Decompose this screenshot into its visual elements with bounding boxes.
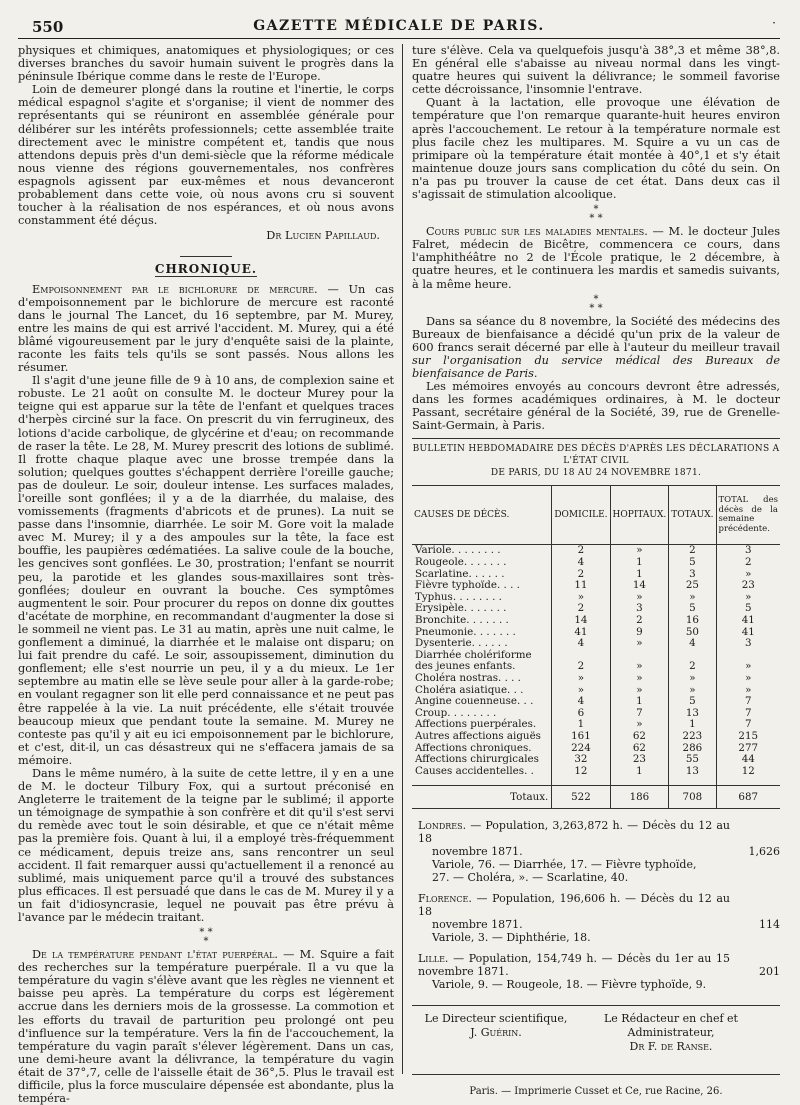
chronique-title: CHRONIQUE. — [154, 262, 258, 277]
cause-cell: Causes accidentelles. . — [415, 764, 534, 777]
city-name: Lille. — [418, 952, 449, 966]
value-cell: 41 — [552, 627, 610, 639]
bulletin-line: DE PARIS, DU 18 AU 24 NOVEMBRE 1871. — [490, 468, 702, 479]
value-cell: 223 — [669, 731, 716, 743]
value-cell: 62 — [610, 743, 669, 755]
footer — [412, 1005, 780, 1064]
value-cell: 1 — [610, 696, 669, 708]
value-cell: 5 — [669, 557, 716, 569]
city-entry — [418, 952, 780, 991]
cause-cell: Angine couenneuse. . . — [415, 695, 534, 708]
value-cell: 161 — [552, 731, 610, 743]
paragraph: ture s'élève. Cela va quelquefois jusqu'à 38°,3 et même 38°,8. En général elle s'abaisse au niveau normal dans les vingt-quatre heures qui suivent la délivrance; le sommeil favorise cette décroissance, l'insomnie l'entrave. — [412, 44, 780, 97]
value-cell: 5 — [669, 696, 716, 708]
cause-cell: Bronchite. . . . . . . — [415, 614, 509, 626]
spacer-cell — [716, 777, 780, 786]
value-cell: 32 — [552, 754, 610, 766]
column-header: TOTAL des décès de la semaine précédente. — [716, 486, 780, 545]
value-cell: » — [716, 569, 780, 581]
value-cell: » — [716, 685, 780, 697]
city-name: Londres. — [418, 819, 467, 833]
article-text: — M. le docteur Jules Falret, médecin de Bicêtre, commencera ce cours, dans l'amphithéâtre no 2 de l'École pratique, le 2 décembre, à quatre heures, et le continuera les mardis et samedis suivants, à la même heure. — [412, 225, 780, 291]
cause-cell: Dysenterie. . . . . . — [415, 637, 508, 650]
cause-cell: Erysipèle. . . . . . . — [415, 602, 507, 615]
table-row — [412, 557, 780, 569]
article-text: — Un cas d'empoisonnement par le bichlorure de mercure est raconté dans le journal The Lancet, du 16 septembre, par M. Murey, entre les mains de qui est arrivé l'accident. M. Murey, qui a été blâmé vigoureusement par le jury d'enquête saisi de la plainte, raconte les faits tels qu'ils se sont passés. Nous allons les résumer. — [18, 282, 394, 375]
asterism: * * * — [199, 927, 213, 948]
city-total: 114 — [759, 918, 780, 932]
asterism: * * * — [589, 204, 603, 225]
cause-cell: Fièvre typhoïde. . . . — [415, 579, 520, 592]
city-text: Variole, 9. — Rougeole, 18. — Fièvre typhoïde, 9. — [432, 978, 707, 992]
editor-name: Dr F. de Ranse. — [629, 1040, 713, 1054]
cause-cell: Affections chirurgicales — [415, 753, 539, 766]
value-cell: » — [716, 661, 780, 673]
value-cell: 7 — [716, 719, 780, 731]
value-cell: 23 — [716, 580, 780, 592]
column-header: TOTAUX. — [669, 486, 716, 545]
value-cell: » — [552, 592, 610, 604]
city-text: novembre 1871. — [432, 918, 523, 932]
value-cell: » — [610, 592, 669, 604]
journal-title: GAZETTE MÉDICALE DE PARIS. — [253, 18, 545, 34]
table-header-row — [412, 486, 780, 545]
value-cell: 2 — [552, 603, 610, 615]
value-cell: » — [669, 592, 716, 604]
director-name: J. Guérin. — [470, 1026, 522, 1040]
column-header: HOPITAUX. — [610, 486, 669, 545]
cause-cell: Diarrhée cholériforme — [415, 648, 532, 661]
value-cell: 215 — [716, 731, 780, 743]
value-cell: 7 — [716, 696, 780, 708]
value-cell: » — [716, 592, 780, 604]
spacer-cell — [412, 777, 552, 786]
value-cell: 41 — [716, 615, 780, 627]
cause-cell: Choléra nostras. . . . — [415, 671, 521, 684]
column-rule — [402, 44, 403, 1074]
city-text: Variole, 3. — Diphthérie, 18. — [432, 931, 591, 945]
value-cell: 4 — [669, 638, 716, 650]
table-body — [412, 545, 780, 809]
value-cell: 13 — [669, 708, 716, 720]
value-cell: 3 — [716, 638, 780, 650]
value-cell: 2 — [669, 661, 716, 673]
totals-row — [412, 786, 780, 809]
value-cell: 41 — [716, 627, 780, 639]
value-cell: » — [610, 661, 669, 673]
spacer-cell — [669, 777, 716, 786]
totals-cell: 687 — [716, 786, 780, 809]
author-signature: Dr Lucien Papillaud. — [266, 229, 380, 243]
cause-cell: Autres affections aiguës — [415, 729, 541, 742]
value-cell: 6 — [552, 708, 610, 720]
value-cell: 3 — [610, 603, 669, 615]
value-cell: 23 — [610, 754, 669, 766]
article-emphasis: sur l'organisation du service médical des Bureaux de bienfaisance de Paris. — [412, 353, 780, 380]
divider — [412, 438, 780, 439]
value-cell: 277 — [716, 743, 780, 755]
paragraph — [18, 948, 394, 1105]
totals-cell: 186 — [610, 786, 669, 809]
cause-cell: Choléra asiatique. . . — [415, 683, 524, 696]
value-cell: 62 — [610, 731, 669, 743]
value-cell: 2 — [610, 615, 669, 627]
paragraph: Les mémoires envoyés au concours devront être adressés, dans les formes académiques ordinaires, à M. le docteur Passant, secrétaire général de la Société, 39, rue de Grenelle-Saint-Germain, à Paris. — [412, 380, 780, 433]
value-cell: » — [716, 673, 780, 685]
value-cell: 9 — [610, 627, 669, 639]
bulletin-title — [412, 443, 780, 479]
asterism: * * * — [589, 293, 603, 314]
table-spacer — [412, 777, 780, 786]
totals-cell: 522 — [552, 786, 610, 809]
city-entry — [418, 892, 780, 944]
page-number: 550 — [32, 18, 64, 36]
value-cell: 5 — [669, 603, 716, 615]
value-cell: 4 — [552, 696, 610, 708]
value-cell: 4 — [552, 638, 610, 650]
city-text: Variole, 76. — Diarrhée, 17. — Fièvre typhoïde, — [432, 858, 697, 872]
value-cell: 4 — [552, 557, 610, 569]
paragraph: Loin de demeurer plongé dans la routine et l'inertie, le corps médical espagnol s'agite et s'organise; il vient de nommer des représentants qui se réuniront en assemblée générale pour délibérer sur les intérêts professionnels; cette assemblée traite directement avec le ministre compétent et, tandis que nous attendons depuis près d'un demi-siècle que la réforme médicale nous vienne des régions gouvernementales, nos confrères espagnols agissent par eux-mêmes et nous devanceront probablement dans cette voie, où nous avons cru si souvent toucher à la réalisation de nos espérances, et où nous avons constamment été déçus. — [18, 83, 394, 228]
value-cell: » — [610, 545, 669, 557]
cause-cell: Scarlatine. . . . . . — [415, 567, 505, 580]
value-cell: 1 — [610, 766, 669, 778]
value-cell: 14 — [552, 615, 610, 627]
value-cell: 2 — [669, 545, 716, 557]
table-row — [412, 673, 780, 685]
value-cell: 12 — [716, 766, 780, 778]
deaths-table — [412, 485, 780, 809]
value-cell: 2 — [716, 557, 780, 569]
value-cell: 1 — [669, 719, 716, 731]
value-cell: 224 — [552, 743, 610, 755]
value-cell: 2 — [552, 569, 610, 581]
value-cell: » — [669, 673, 716, 685]
editor-title: Le Rédacteur en chef et Administrateur, — [604, 1012, 738, 1040]
editor-block — [566, 1012, 776, 1054]
value-cell: 11 — [552, 580, 610, 592]
city-text: — Population, 154,749 h. — Décès du 1er au 15 novembre 1871. — [418, 952, 730, 979]
right-column — [412, 44, 780, 1098]
cause-cell: Rougeole. . . . . . . — [415, 556, 507, 569]
bulletin-line: BULLETIN HEBDOMADAIRE DES DÉCÈS D'APRÈS LES DÉCLARATIONS A L'ÉTAT CIVIL — [412, 444, 780, 467]
cause-cell: Pneumonie. . . . . . . — [415, 625, 516, 638]
city-total: 1,626 — [748, 845, 780, 859]
cause-cell: Typhus. . . . . . . . — [415, 590, 502, 603]
paragraph: Il s'agit d'une jeune fille de 9 à 10 ans, de complexion saine et robuste. Le 21 août on consulte M. le docteur Murey pour la teigne qui est apparue sur la tête de l'enfant et quelques traces d'herpès circiné sur la face. On prescrit du vin ferrugineux, des lotions d'acide carbolique, de glycérine et d'eau; on recommande de raser la tête. Le 28, M. Murey prescrit des lotions de sublimé. Il frotte chaque plaque avec une brosse trempée dans la solution; quelques gouttes s'échappent derrière l'oreille gauche; pas de douleur. Le soir, douleur intense. Les surfaces malades, l'oreille sont gonflées; il y a de la diarrhée, du malaise, des vomissements (fragments d'abricots et de prunes). La nuit se passe dans l'insomnie, diarrhée. Le soir M. Gore voit la malade avec M. Murey; il y a des ampoules sur la tête, la face est bouffie, les paupières œdématiées. La salive coule de la bouche, les gencives sont gonflées. Le 30, prostration; l'enfant se nourrit peu, la parotide et les glandes sous-maxillaires sont très-gonflées; douleur en ouvrant la bouche. Ces symptômes augmentent le soir. Pour procurer du repos on donne dix gouttes d'acétate de morphine, en recommandant d'augmenter la dose si le sommeil ne vient pas. Le 31 au matin, après une nuit calme, le gonflement a diminué, la diarrhée et le malaise ont disparu; on lui fait prendre du café. Le soir, assoupissement, diminution du gonflement; elle s'est nourrie un peu, il y a du mieux. Le 1er septembre au matin elle se lève seule pour aller à la garde-robe; en voulant regagner son lit elle perd connaissance et ne peut pas être rappelée à la vie. La nuit précédente, elle s'était trouvée beaucoup mieux que pendant toute la semaine. M. Murey ne conteste pas qu'il y ait eu ici empoisonnement par le bichlorure, et c'est, dit-il, un cas désastreux qui ne s'effacera jamais de sa mémoire. — [18, 374, 394, 767]
city-text: 27. — Choléra, ». — Scarlatine, 40. — [432, 871, 629, 885]
value-cell: 13 — [669, 766, 716, 778]
value-cell: 25 — [669, 580, 716, 592]
column-header: CAUSES DE DÉCÈS. — [414, 509, 510, 520]
value-cell: » — [610, 673, 669, 685]
paragraph — [18, 283, 394, 375]
value-cell: 7 — [716, 708, 780, 720]
column-header: DOMICILE. — [552, 486, 610, 545]
value-cell: 1 — [552, 719, 610, 731]
paragraph — [412, 225, 780, 290]
cause-cell: Affections puerpérales. — [415, 718, 537, 731]
city-statistics — [412, 819, 780, 991]
table-row — [412, 754, 780, 766]
section-heading — [18, 263, 394, 276]
table-row — [412, 696, 780, 708]
paragraph: Dans le même numéro, à la suite de cette lettre, il y en a une de M. le docteur Tilbury Fox, qui a surtout préconisé en Angleterre le traitement de la teigne par le sublimé; il apporte un témoignage de sympathie à son confrère et dit qu'il s'est servi du remède avec tout le soin désirable, et que ce n'était même pas la première fois. Quant à lui, il a employé très-fréquemment ce médicament, depuis treize ans, sans rencontrer un seul accident. Il fait remarquer aussi qu'actuellement il a renoncé au sublimé, mais uniquement parce qu'il a trouvé des substances plus efficaces. Il est persuadé que dans le cas de M. Murey il y a un fait d'idiosyncrasie, lequel ne pouvait pas être prévu à l'avance par le médecin traitant. — [18, 766, 394, 924]
value-cell: » — [610, 719, 669, 731]
value-cell: 44 — [716, 754, 780, 766]
cause-cell: des jeunes enfants. — [415, 660, 516, 673]
value-cell: » — [552, 685, 610, 697]
value-cell: 12 — [552, 766, 610, 778]
city-total: 201 — [759, 965, 780, 979]
director-block — [416, 1012, 576, 1040]
table-row — [412, 731, 780, 743]
divider — [180, 256, 232, 257]
cause-cell: Croup. . . . . . . . — [415, 706, 497, 719]
totals-cell: 708 — [669, 786, 716, 809]
city-text: novembre 1871. — [432, 845, 523, 859]
page-header — [18, 10, 780, 39]
value-cell: 7 — [610, 708, 669, 720]
table-row — [412, 615, 780, 627]
imprint: Paris. — Imprimerie Cusset et Ce, rue Racine, 26. — [412, 1074, 780, 1098]
paragraph — [412, 315, 780, 380]
value-cell: 50 — [669, 627, 716, 639]
value-cell: » — [610, 638, 669, 650]
spacer-cell — [610, 777, 669, 786]
city-name: Florence. — [418, 892, 472, 906]
city-entry — [418, 819, 780, 884]
article-text: Dans sa séance du 8 novembre, la Société des médecins des Bureaux de bienfaisance a décidé qu'un prix de la valeur de 600 francs serait décerné par elle à l'auteur du meilleur travail — [412, 314, 780, 354]
value-cell: » — [552, 673, 610, 685]
article-lead: Cours public sur les maladies mentales. — [426, 225, 648, 239]
value-cell: 3 — [669, 569, 716, 581]
value-cell: 1 — [610, 557, 669, 569]
header-dot: · — [772, 16, 776, 30]
value-cell: 3 — [716, 545, 780, 557]
value-cell: » — [610, 685, 669, 697]
value-cell: 2 — [552, 661, 610, 673]
article-text: — M. Squire a fait des recherches sur la température puerpérale. Il a vu que la température du vagin s'élève avant que les règles ne viennent et baisse peu après. La température du corps est légèrement accrue dans les derniers mois de la grossesse. La commotion et les efforts du travail de parturition peu prolongé ont peu d'influence sur la température. Vers la fin de l'accouchement, la température du vagin paraît s'élever légèrement. Dans un cas, une demi-heure avant la délivrance, la température du vagin était de 37°,7, celle de l'aisselle était de 36°,5. Plus le travail est difficile, plus la force musculaire dépensée est abondante, plus la tempéra- — [18, 948, 394, 1105]
value-cell: 2 — [552, 545, 610, 557]
value-cell: 16 — [669, 615, 716, 627]
paragraph: Quant à la lactation, elle provoque une élévation de température que l'on remarque quarante-huit heures environ après l'accouchement. Le retour à la température normale est plus facile chez les multipares. M. Squire a vu un cas de primipare où la température était montée à 40°,1 et s'y était maintenue douze jours sans complication du côté du sein. On n'a pas pu trouver la cause de cet état. Dans deux cas il s'agissait de stimulation alcoolique. — [412, 96, 780, 202]
value-cell: » — [669, 685, 716, 697]
paragraph: physiques et chimiques, anatomiques et physiologiques; or ces diverses branches du savoir humain suivent le progrès dans la péninsule Ibérique comme dans le reste de l'Europe. — [18, 44, 394, 84]
value-cell: 1 — [610, 569, 669, 581]
spacer-cell — [552, 777, 610, 786]
value-cell: 55 — [669, 754, 716, 766]
director-title: Le Directeur scientifique, — [424, 1012, 568, 1026]
cause-cell: Variole. . . . . . . . — [415, 544, 501, 557]
totals-label: Totaux. — [412, 786, 552, 809]
value-cell: 5 — [716, 603, 780, 615]
city-text: — Population, 3,263,872 h. — Décès du 12 au 18 — [418, 819, 730, 846]
value-cell: 286 — [669, 743, 716, 755]
left-column — [18, 44, 394, 1105]
value-cell: 14 — [610, 580, 669, 592]
cause-cell: Affections chroniques. — [415, 741, 532, 754]
article-lead: De la température pendant l'état puerpéral. — [32, 948, 279, 962]
article-lead: Empoisonnement par le bichlorure de mercure. — [32, 282, 318, 296]
city-text: — Population, 196,606 h. — Décès du 12 au 18 — [418, 892, 730, 919]
table-row — [412, 766, 780, 778]
